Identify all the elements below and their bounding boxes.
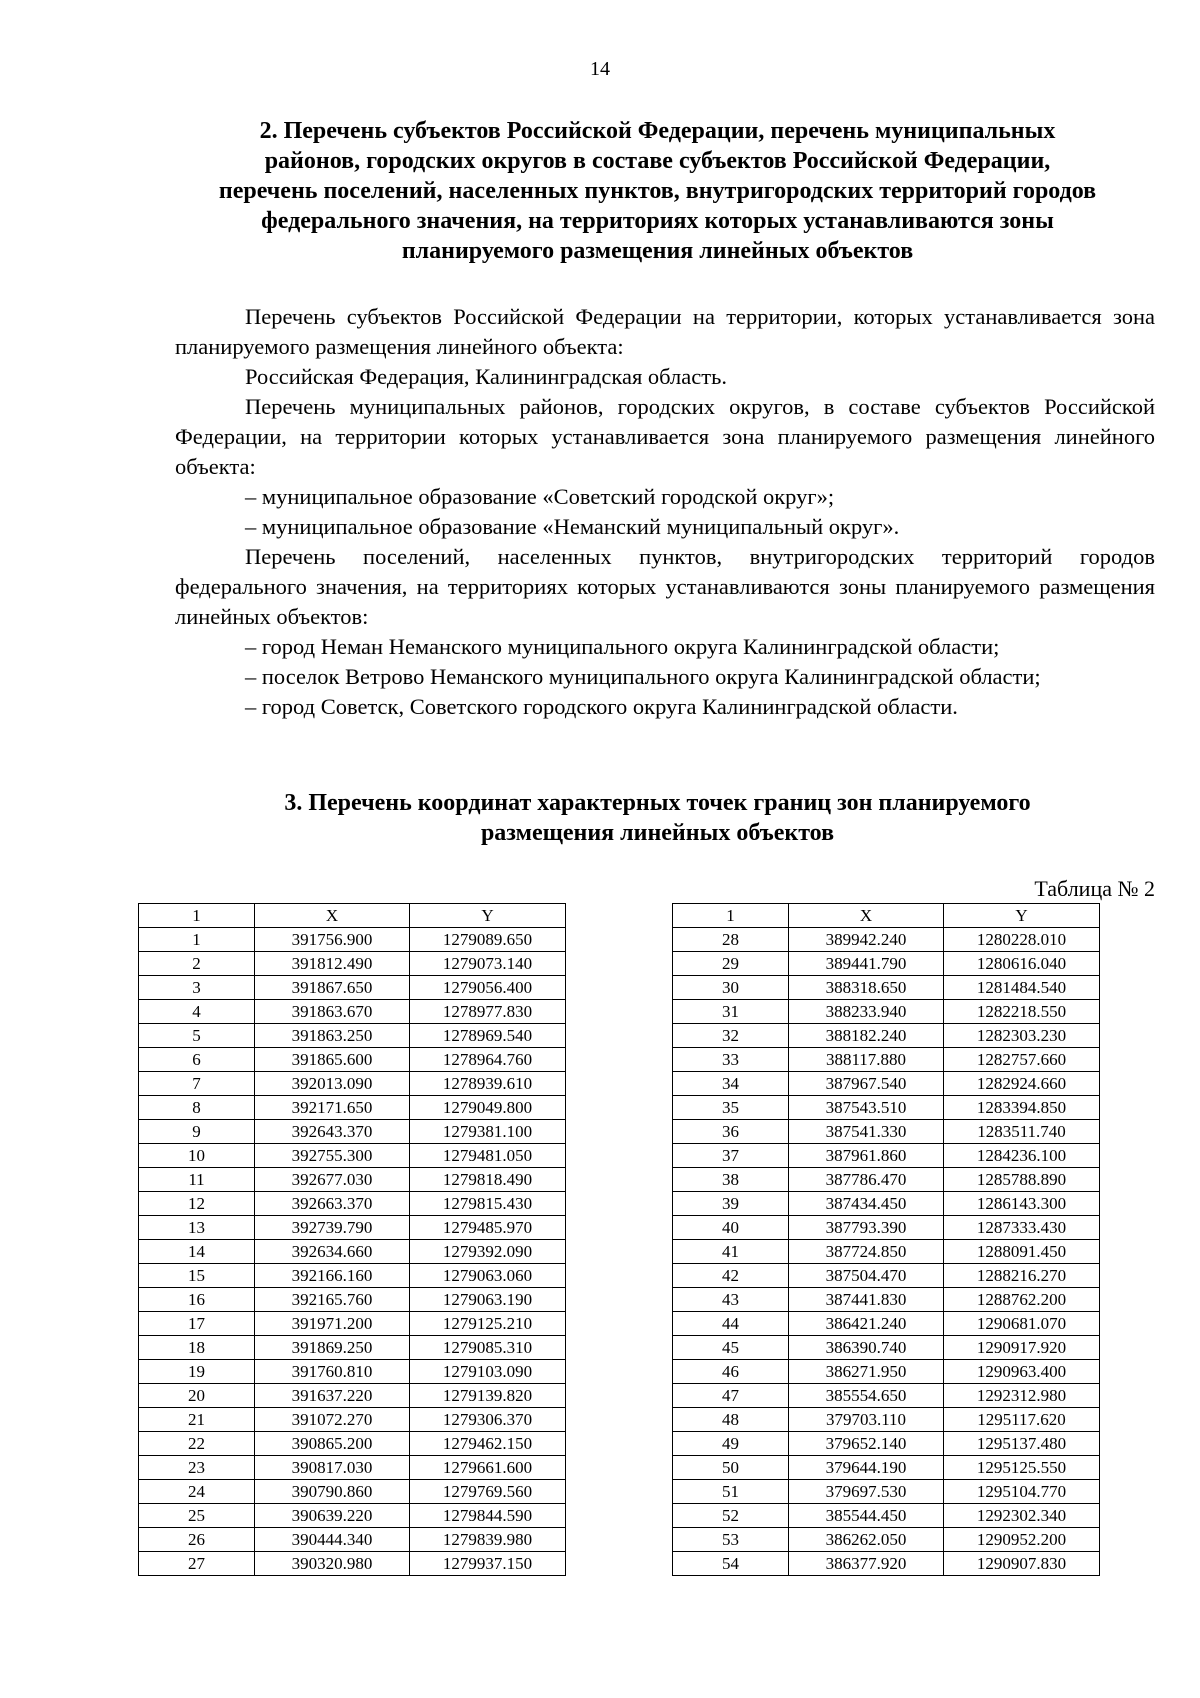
table-row (139, 1096, 566, 1120)
point-number: 28 (673, 928, 789, 952)
table-row (139, 1120, 566, 1144)
point-number: 52 (673, 1504, 789, 1528)
x-coordinate: 387434.450 (789, 1192, 944, 1216)
table-row (673, 1408, 1100, 1432)
table-row (673, 1432, 1100, 1456)
point-number: 16 (139, 1288, 255, 1312)
y-coordinate: 1290963.400 (944, 1360, 1100, 1384)
point-number: 22 (139, 1432, 255, 1456)
point-number: 20 (139, 1384, 255, 1408)
y-coordinate: 1278939.610 (410, 1072, 566, 1096)
table-row (673, 1312, 1100, 1336)
y-coordinate: 1279381.100 (410, 1120, 566, 1144)
x-coordinate: 392663.370 (255, 1192, 410, 1216)
y-coordinate: 1278964.760 (410, 1048, 566, 1072)
y-coordinate: 1279073.140 (410, 952, 566, 976)
point-number: 47 (673, 1384, 789, 1408)
table-row (673, 1240, 1100, 1264)
point-number: 21 (139, 1408, 255, 1432)
point-number: 32 (673, 1024, 789, 1048)
table-row (139, 1240, 566, 1264)
point-number: 27 (139, 1552, 255, 1576)
x-coordinate: 379644.190 (789, 1456, 944, 1480)
x-coordinate: 390444.340 (255, 1528, 410, 1552)
title-line: планируемого размещения линейных объектов (401, 238, 914, 264)
paragraph-subjects: Перечень субъектов Российской Федерации на территории, которых устанавливается зона планируемого размещения линейного объекта: (175, 304, 1155, 359)
y-coordinate: 1278977.830 (410, 1000, 566, 1024)
y-coordinate: 1279485.970 (410, 1216, 566, 1240)
point-number: 30 (673, 976, 789, 1000)
list-item: – поселок Ветрово Неманского муниципального округа Калининградской области; (245, 664, 1041, 689)
table-row (139, 1144, 566, 1168)
y-coordinate: 1279818.490 (410, 1168, 566, 1192)
x-coordinate: 391760.810 (255, 1360, 410, 1384)
point-number: 4 (139, 1000, 255, 1024)
table-row (139, 1216, 566, 1240)
y-coordinate: 1279089.650 (410, 928, 566, 952)
column-header: Y (944, 904, 1100, 928)
point-number: 13 (139, 1216, 255, 1240)
point-number: 3 (139, 976, 255, 1000)
table-row (139, 1024, 566, 1048)
point-number: 46 (673, 1360, 789, 1384)
table-row (139, 952, 566, 976)
column-header: Y (410, 904, 566, 928)
x-coordinate: 392166.160 (255, 1264, 410, 1288)
x-coordinate: 389942.240 (789, 928, 944, 952)
x-coordinate: 386262.050 (789, 1528, 944, 1552)
y-coordinate: 1282924.660 (944, 1072, 1100, 1096)
table-row (139, 1432, 566, 1456)
x-coordinate: 387441.830 (789, 1288, 944, 1312)
x-coordinate: 392171.650 (255, 1096, 410, 1120)
point-number: 25 (139, 1504, 255, 1528)
x-coordinate: 392739.790 (255, 1216, 410, 1240)
table-row (139, 1360, 566, 1384)
y-coordinate: 1279085.310 (410, 1336, 566, 1360)
table-row (673, 1216, 1100, 1240)
table-caption: Таблица № 2 (1034, 876, 1155, 901)
paragraph-region: Российская Федерация, Калининградская область. (245, 364, 727, 389)
table-row (139, 1072, 566, 1096)
table-row (673, 1024, 1100, 1048)
y-coordinate: 1288091.450 (944, 1240, 1100, 1264)
table-row (673, 1480, 1100, 1504)
title-line: федерального значения, на территориях которых устанавливаются зоны (261, 208, 1054, 234)
table-row (139, 1384, 566, 1408)
table-row (673, 1456, 1100, 1480)
coordinates-table-left (138, 903, 566, 1576)
point-number: 42 (673, 1264, 789, 1288)
title-line: размещения линейных объектов (480, 820, 835, 846)
table-row (139, 1312, 566, 1336)
y-coordinate: 1290917.920 (944, 1336, 1100, 1360)
table-row (673, 1288, 1100, 1312)
x-coordinate: 388182.240 (789, 1024, 944, 1048)
point-number: 26 (139, 1528, 255, 1552)
y-coordinate: 1284236.100 (944, 1144, 1100, 1168)
title-line: 3. Перечень координат характерных точек границ зон планируемого (284, 790, 1031, 816)
list-item: – муниципальное образование «Неманский муниципальный округ». (245, 514, 900, 539)
point-number: 10 (139, 1144, 255, 1168)
x-coordinate: 391756.900 (255, 928, 410, 952)
table-row (673, 952, 1100, 976)
y-coordinate: 1290681.070 (944, 1312, 1100, 1336)
point-number: 7 (139, 1072, 255, 1096)
table-header-row (139, 904, 566, 928)
y-coordinate: 1278969.540 (410, 1024, 566, 1048)
x-coordinate: 379703.110 (789, 1408, 944, 1432)
y-coordinate: 1279462.150 (410, 1432, 566, 1456)
y-coordinate: 1288762.200 (944, 1288, 1100, 1312)
x-coordinate: 389441.790 (789, 952, 944, 976)
y-coordinate: 1279063.190 (410, 1288, 566, 1312)
table-row (139, 976, 566, 1000)
table-row (673, 1384, 1100, 1408)
point-number: 15 (139, 1264, 255, 1288)
point-number: 9 (139, 1120, 255, 1144)
point-number: 44 (673, 1312, 789, 1336)
point-number: 34 (673, 1072, 789, 1096)
list-item: – муниципальное образование «Советский городской округ»; (245, 484, 835, 509)
column-header: 1 (139, 904, 255, 928)
y-coordinate: 1295117.620 (944, 1408, 1100, 1432)
section-2-title (160, 116, 1155, 266)
point-number: 6 (139, 1048, 255, 1072)
y-coordinate: 1279103.090 (410, 1360, 566, 1384)
x-coordinate: 387961.860 (789, 1144, 944, 1168)
x-coordinate: 390865.200 (255, 1432, 410, 1456)
point-number: 18 (139, 1336, 255, 1360)
point-number: 43 (673, 1288, 789, 1312)
point-number: 38 (673, 1168, 789, 1192)
y-coordinate: 1282303.230 (944, 1024, 1100, 1048)
x-coordinate: 391865.600 (255, 1048, 410, 1072)
y-coordinate: 1279063.060 (410, 1264, 566, 1288)
x-coordinate: 387504.470 (789, 1264, 944, 1288)
point-number: 54 (673, 1552, 789, 1576)
title-line: перечень поселений, населенных пунктов, внутригородских территорий городов (218, 178, 1097, 204)
table-row (673, 1120, 1100, 1144)
point-number: 2 (139, 952, 255, 976)
y-coordinate: 1286143.300 (944, 1192, 1100, 1216)
x-coordinate: 386271.950 (789, 1360, 944, 1384)
y-coordinate: 1279049.800 (410, 1096, 566, 1120)
point-number: 23 (139, 1456, 255, 1480)
x-coordinate: 392643.370 (255, 1120, 410, 1144)
x-coordinate: 379697.530 (789, 1480, 944, 1504)
y-coordinate: 1279125.210 (410, 1312, 566, 1336)
y-coordinate: 1282757.660 (944, 1048, 1100, 1072)
paragraph-settlements: Перечень поселений, населенных пунктов, внутригородских территорий городов федерального значения, на территориях которых устанавливаются зоны планируемого размещения линейных объектов: (175, 544, 1155, 629)
coordinates-table-right (672, 903, 1100, 1576)
table-row (139, 1456, 566, 1480)
point-number: 49 (673, 1432, 789, 1456)
x-coordinate: 379652.140 (789, 1432, 944, 1456)
table-row (673, 1552, 1100, 1576)
y-coordinate: 1283394.850 (944, 1096, 1100, 1120)
table-row (673, 1192, 1100, 1216)
point-number: 40 (673, 1216, 789, 1240)
point-number: 48 (673, 1408, 789, 1432)
point-number: 24 (139, 1480, 255, 1504)
table-row (673, 1048, 1100, 1072)
x-coordinate: 387967.540 (789, 1072, 944, 1096)
point-number: 29 (673, 952, 789, 976)
x-coordinate: 392677.030 (255, 1168, 410, 1192)
y-coordinate: 1285788.890 (944, 1168, 1100, 1192)
point-number: 5 (139, 1024, 255, 1048)
section-3-title (160, 788, 1155, 848)
x-coordinate: 387786.470 (789, 1168, 944, 1192)
x-coordinate: 385544.450 (789, 1504, 944, 1528)
y-coordinate: 1279815.430 (410, 1192, 566, 1216)
table-row (139, 1168, 566, 1192)
y-coordinate: 1279481.050 (410, 1144, 566, 1168)
table-row (139, 1336, 566, 1360)
paragraph-municipalities: Перечень муниципальных районов, городских округов, в составе субъектов Российской Федерации, на территории которых устанавливается зона планируемого размещения линейного объекта: (175, 394, 1155, 479)
x-coordinate: 390817.030 (255, 1456, 410, 1480)
x-coordinate: 391072.270 (255, 1408, 410, 1432)
x-coordinate: 391812.490 (255, 952, 410, 976)
point-number: 50 (673, 1456, 789, 1480)
point-number: 36 (673, 1120, 789, 1144)
y-coordinate: 1290907.830 (944, 1552, 1100, 1576)
table-row (139, 1264, 566, 1288)
table-row (673, 1504, 1100, 1528)
y-coordinate: 1279392.090 (410, 1240, 566, 1264)
table-row (139, 1552, 566, 1576)
table-row (673, 1000, 1100, 1024)
y-coordinate: 1281484.540 (944, 976, 1100, 1000)
y-coordinate: 1287333.430 (944, 1216, 1100, 1240)
table-row (139, 1000, 566, 1024)
x-coordinate: 390639.220 (255, 1504, 410, 1528)
table-header-row (673, 904, 1100, 928)
table-row (673, 1072, 1100, 1096)
y-coordinate: 1295137.480 (944, 1432, 1100, 1456)
x-coordinate: 387543.510 (789, 1096, 944, 1120)
table-row (673, 1096, 1100, 1120)
point-number: 12 (139, 1192, 255, 1216)
table-row (139, 1192, 566, 1216)
point-number: 14 (139, 1240, 255, 1264)
x-coordinate: 391869.250 (255, 1336, 410, 1360)
point-number: 8 (139, 1096, 255, 1120)
y-coordinate: 1290952.200 (944, 1528, 1100, 1552)
y-coordinate: 1279937.150 (410, 1552, 566, 1576)
table-row (139, 1408, 566, 1432)
x-coordinate: 385554.650 (789, 1384, 944, 1408)
table-row (139, 1288, 566, 1312)
y-coordinate: 1279139.820 (410, 1384, 566, 1408)
table-row (673, 976, 1100, 1000)
x-coordinate: 387724.850 (789, 1240, 944, 1264)
x-coordinate: 388117.880 (789, 1048, 944, 1072)
y-coordinate: 1292302.340 (944, 1504, 1100, 1528)
title-line: районов, городских округов в составе субъектов Российской Федерации, (264, 148, 1051, 174)
y-coordinate: 1279844.590 (410, 1504, 566, 1528)
table-row (673, 1144, 1100, 1168)
x-coordinate: 391863.670 (255, 1000, 410, 1024)
x-coordinate: 392165.760 (255, 1288, 410, 1312)
y-coordinate: 1295125.550 (944, 1456, 1100, 1480)
table-row (673, 1360, 1100, 1384)
x-coordinate: 392634.660 (255, 1240, 410, 1264)
x-coordinate: 390320.980 (255, 1552, 410, 1576)
x-coordinate: 387793.390 (789, 1216, 944, 1240)
y-coordinate: 1279306.370 (410, 1408, 566, 1432)
section-2-body (175, 302, 1155, 722)
table-row (673, 1168, 1100, 1192)
x-coordinate: 391863.250 (255, 1024, 410, 1048)
point-number: 17 (139, 1312, 255, 1336)
x-coordinate: 386377.920 (789, 1552, 944, 1576)
list-item: – город Неман Неманского муниципального округа Калининградской области; (245, 634, 1000, 659)
x-coordinate: 391637.220 (255, 1384, 410, 1408)
table-row (139, 1480, 566, 1504)
y-coordinate: 1279769.560 (410, 1480, 566, 1504)
list-item: – город Советск, Советского городского округа Калининградской области. (245, 694, 958, 719)
y-coordinate: 1283511.740 (944, 1120, 1100, 1144)
point-number: 37 (673, 1144, 789, 1168)
x-coordinate: 386390.740 (789, 1336, 944, 1360)
point-number: 41 (673, 1240, 789, 1264)
y-coordinate: 1280616.040 (944, 952, 1100, 976)
point-number: 39 (673, 1192, 789, 1216)
page-number: 14 (590, 58, 610, 80)
point-number: 19 (139, 1360, 255, 1384)
table-row (139, 1048, 566, 1072)
point-number: 31 (673, 1000, 789, 1024)
x-coordinate: 392013.090 (255, 1072, 410, 1096)
column-header: 1 (673, 904, 789, 928)
point-number: 33 (673, 1048, 789, 1072)
table-row (673, 1528, 1100, 1552)
point-number: 11 (139, 1168, 255, 1192)
table-row (673, 1336, 1100, 1360)
table-row (139, 1528, 566, 1552)
x-coordinate: 386421.240 (789, 1312, 944, 1336)
table-row (673, 1264, 1100, 1288)
point-number: 45 (673, 1336, 789, 1360)
table-row (673, 928, 1100, 952)
table-row (139, 1504, 566, 1528)
point-number: 51 (673, 1480, 789, 1504)
x-coordinate: 391867.650 (255, 976, 410, 1000)
y-coordinate: 1288216.270 (944, 1264, 1100, 1288)
y-coordinate: 1295104.770 (944, 1480, 1100, 1504)
point-number: 53 (673, 1528, 789, 1552)
column-header: X (255, 904, 410, 928)
y-coordinate: 1279056.400 (410, 976, 566, 1000)
x-coordinate: 391971.200 (255, 1312, 410, 1336)
x-coordinate: 387541.330 (789, 1120, 944, 1144)
y-coordinate: 1279839.980 (410, 1528, 566, 1552)
title-line: 2. Перечень субъектов Российской Федерации, перечень муниципальных (259, 118, 1056, 144)
column-header: X (789, 904, 944, 928)
table-row (139, 928, 566, 952)
x-coordinate: 390790.860 (255, 1480, 410, 1504)
point-number: 35 (673, 1096, 789, 1120)
x-coordinate: 388233.940 (789, 1000, 944, 1024)
x-coordinate: 388318.650 (789, 976, 944, 1000)
y-coordinate: 1282218.550 (944, 1000, 1100, 1024)
y-coordinate: 1280228.010 (944, 928, 1100, 952)
x-coordinate: 392755.300 (255, 1144, 410, 1168)
y-coordinate: 1292312.980 (944, 1384, 1100, 1408)
point-number: 1 (139, 928, 255, 952)
y-coordinate: 1279661.600 (410, 1456, 566, 1480)
